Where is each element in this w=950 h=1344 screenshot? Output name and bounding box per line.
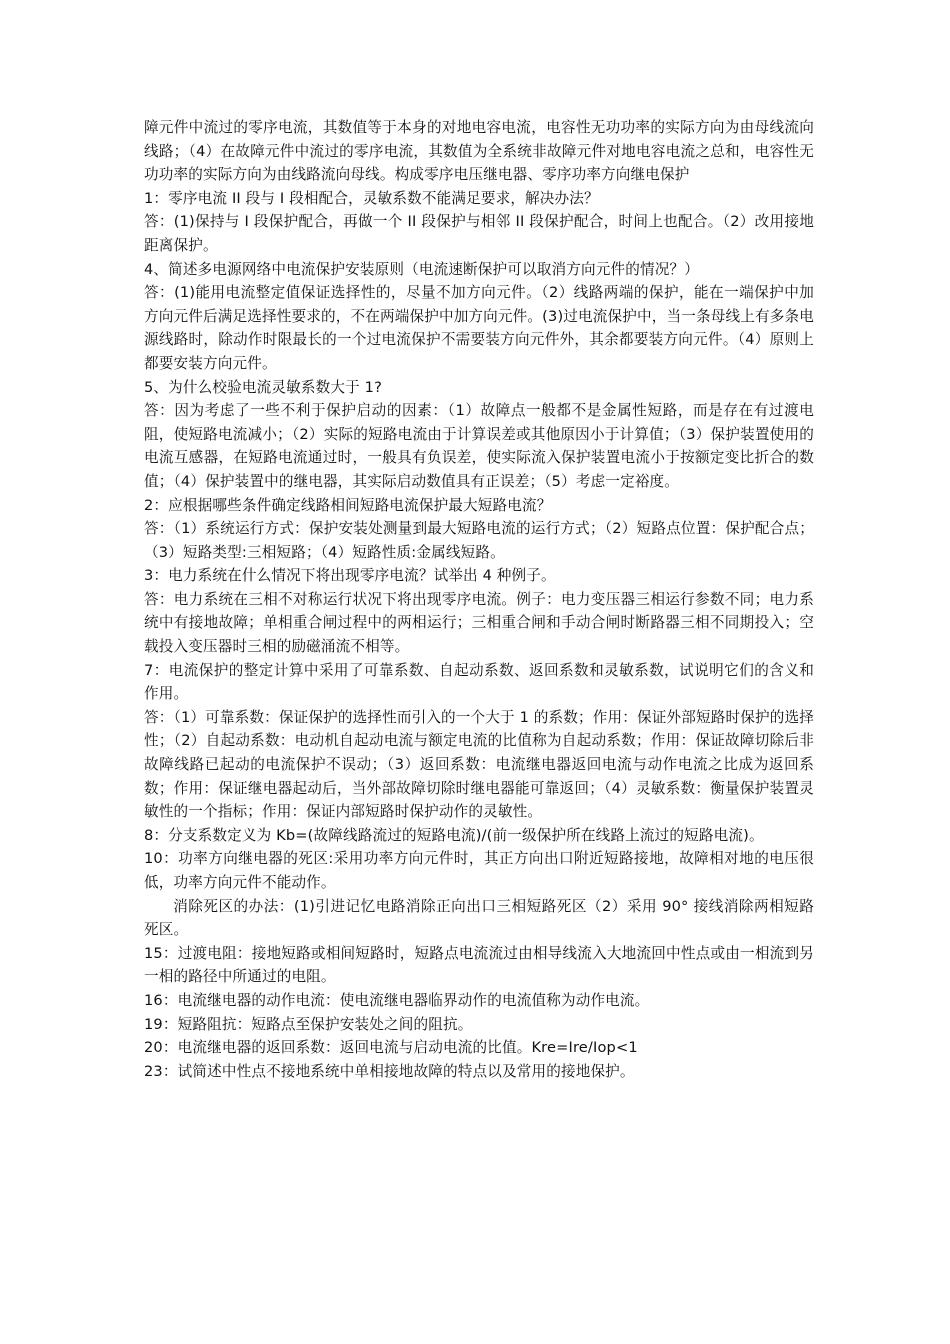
item-16: 16：电流继电器的动作电流：使电流继电器临界动作的电流值称为动作电流。 — [144, 991, 650, 1009]
item-23: 23：试简述中性点不接地系统中单相接地故障的特点以及常用的接地保护。 — [144, 1062, 635, 1080]
item-10: 10：功率方向继电器的死区:采用功率方向元件时，其正方向出口附近短路接地，故障相对地的电压很低，功率方向元件不能动作。 — [144, 850, 814, 891]
answer-3: 答：电力系统在三相不对称运行状况下将出现零序电流。例子：电力变压器三相运行参数不同；电力系统中有接地故障；单相重合闸过程中的两相运行；三相重合闸和手动合闸时断路器三相不同期投入；空载投入变压器时三相的励磁涌流不相等。 — [144, 590, 814, 656]
item-8: 8：分支系数定义为 Kb=(故障线路流过的短路电流)/(前一级保护所在线路上流过的短路电流)。 — [144, 826, 764, 844]
question-5: 5、为什么校验电流灵敏系数大于 1? — [144, 378, 382, 396]
question-2: 2：应根据哪些条件确定线路相间短路电流保护最大短路电流？ — [144, 496, 552, 514]
question-3: 3：电力系统在什么情况下将出现零序电流？试举出 4 种例子。 — [144, 567, 556, 585]
question-1: 1：零序电流 II 段与 I 段相配合，灵敏系数不能满足要求，解决办法？ — [144, 189, 599, 207]
answer-7: 答：（1）可靠系数：保证保护的选择性而引入的一个大于 1 的系数；作用：保证外部短路时保护的选择性；（2）自起动系数：电动机自起动电流与额定电流的比值称为自起动系数；作用：保证故障切除后非故障线路已起动的电流保护不误动；（3）返回系数：电流继电器返回电流与动作电流之比成为返回系数；作用：保证继电器起动后，当外部故障切除时继电器能可靠返回；（4）灵敏系数：衡量保护装置灵敏性的一个指标；作用：保证内部短路时保护动作的灵敏性。 — [144, 708, 814, 821]
question-4: 4、简述多电源网络中电流保护安装原则（电流速断保护可以取消方向元件的情况？） — [144, 260, 699, 278]
item-19: 19：短路阻抗：短路点至保护安装处之间的阻抗。 — [144, 1015, 473, 1033]
item-15: 15：过渡电阻：接地短路或相间短路时，短路点电流流过由相导线流入大地流回中性点或由一相流到另一相的路径中所通过的电阻。 — [144, 944, 814, 986]
item-10-continued: 消除死区的办法：(1)引进记忆电路消除正向出口三相短路死区（2）采用 90° 接线消除两相短路死区。 — [144, 897, 814, 939]
answer-5: 答：因为考虑了一些不利于保护启动的因素：（1）故障点一般都不是金属性短路，而是存在有过渡电阻，使短路电流减小；（2）实际的短路电流由于计算误差或其他原因小于计算值；（3）保护装置使用的电流互感器，在短路电流通过时，一般具有负误差，使实际流入保护装置电流小于按额定变比折合的数值；（4）保护装置中的继电器，其实际启动数值具有正误差；（5）考虑一定裕度。 — [144, 402, 814, 490]
paragraph-continuation: 障元件中流过的零序电流，其数值等于本身的对地电容电流，电容性无功功率的实际方向为由母线流向线路；（4）在故障元件中流过的零序电流，其数值为全系统非故障元件对地电容电流之总和，电容性无功功率的实际方向为由线路流向母线。构成零序电压继电器、零序功率方向继电保护 — [144, 119, 814, 184]
document-body — [144, 116, 814, 1083]
answer-1: 答：(1)保持与 I 段保护配合，再做一个 II 段保护与相邻 II 段保护配合，时间上也配合。（2）改用接地距离保护。 — [144, 213, 814, 254]
item-20: 20：电流继电器的返回系数：返回电流与启动电流的比值。Kre=Ire/Iop<1 — [144, 1039, 638, 1057]
answer-4: 答：(1)能用电流整定值保证选择性的，尽量不加方向元件。（2）线路两端的保护，能在一端保护中加方向元件后满足选择性要求的，不在两端保护中加方向元件。(3)过电流保护中，当一条母线上有多条电源线路时，除动作时限最长的一个过电流保护不需要装方向元件外，其余都要装方向元件。（4）原则上都要安装方向元件。 — [144, 284, 814, 372]
answer-2: 答：（1）系统运行方式：保护安装处测量到最大短路电流的运行方式；（2）短路点位置：保护配合点；（3）短路类型:三相短路；（4）短路性质:金属线短路。 — [144, 520, 814, 561]
question-7: 7：电流保护的整定计算中采用了可靠系数、自起动系数、返回系数和灵敏系数，试说明它们的含义和作用。 — [144, 661, 814, 703]
